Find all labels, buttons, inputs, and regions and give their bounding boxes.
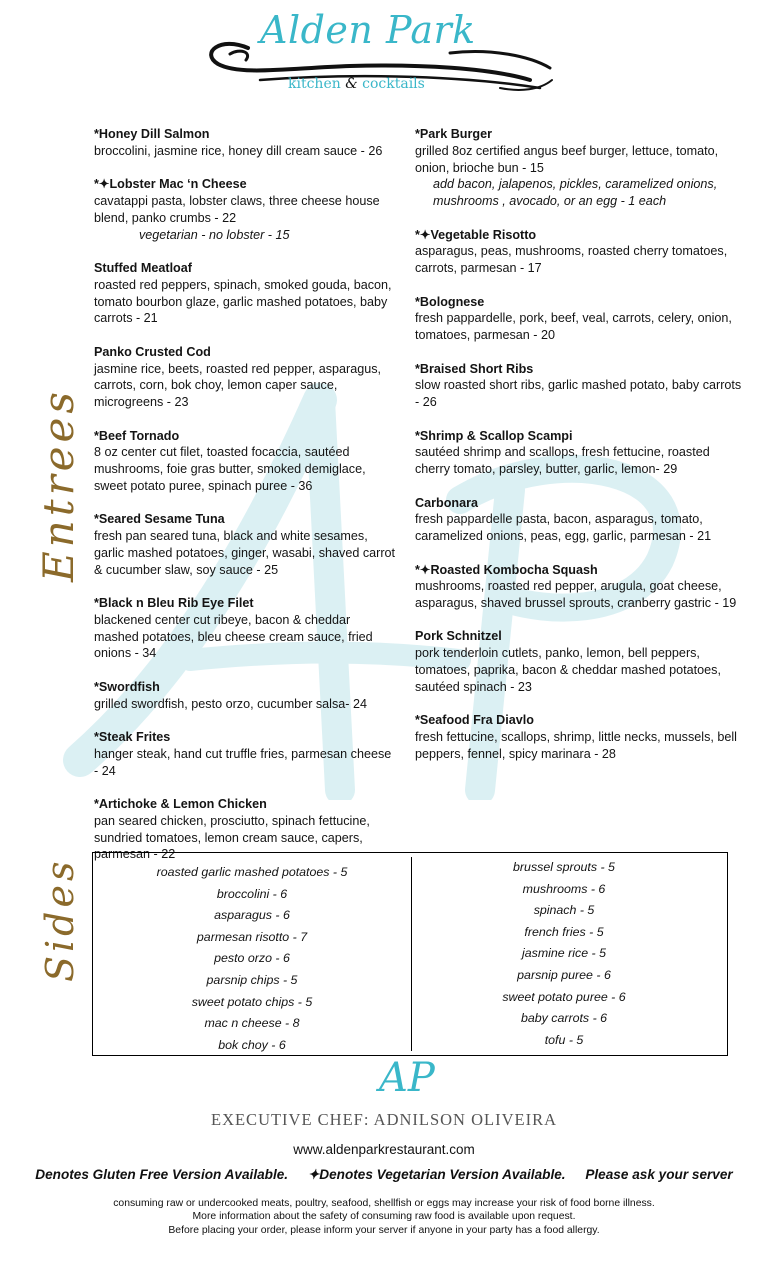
menu-item: [94, 511, 396, 578]
menu-item: [94, 595, 396, 662]
sides-right-column: [419, 857, 709, 1051]
menu-item-description: fresh pappardelle pasta, bacon, asparagus, tomato, caramelized onions, peas, egg, garlic, parmesan - 21: [415, 512, 712, 544]
menu-item-name: *Honey Dill Salmon: [94, 127, 210, 141]
sides-divider: [411, 857, 412, 1051]
menu-item: [415, 294, 745, 344]
side-item: parsnip chips - 5: [206, 972, 298, 987]
side-item: pesto orzo - 6: [214, 951, 290, 966]
menu-item-description: broccolini, jasmine rice, honey dill cream sauce - 26: [94, 143, 383, 158]
menu-item: [94, 679, 396, 713]
menu-item-name: *✦Vegetable Risotto: [415, 227, 537, 242]
menu-item-description: roasted red peppers, spinach, smoked gouda, bacon, tomato bourbon glaze, garlic mashed potatoes, baby carrots - 21: [94, 277, 392, 326]
menu-item-name: *Bolognese: [415, 294, 485, 309]
menu-item-description: fresh fettucine, scallops, shrimp, little necks, mussels, bell peppers, fennel, spicy marinara - 28: [415, 730, 737, 761]
menu-item-description: fresh pan seared tuna, black and white sesames, garlic mashed potatoes, ginger, wasabi, shaved carrot & cucumber slaw, soy sauce - 25: [94, 529, 396, 577]
menu-item: [415, 712, 745, 762]
side-item: spinach - 5: [533, 903, 595, 918]
legend-ask-server: Please ask your server: [585, 1167, 733, 1182]
logo-subtitle-cocktails: cocktails: [362, 76, 425, 92]
alden-park-logo: [200, 8, 560, 103]
menu-item: [415, 628, 745, 695]
menu-item-name: Stuffed Meatloaf: [94, 260, 192, 275]
side-item: baby carrots - 6: [520, 1011, 608, 1026]
sides-box: [92, 852, 728, 1056]
side-item: parsnip puree - 6: [517, 967, 611, 982]
menu-item-name: *Swordfish: [94, 679, 160, 694]
menu-item-description: slow roasted short ribs, garlic mashed potato, baby carrots - 26: [415, 378, 742, 410]
menu-item: [415, 361, 745, 411]
menu-item-description: pan seared chicken, prosciutto, spinach fettucine, sundried tomatoes, lemon cream sauce, capers, parmesan - 22: [94, 813, 370, 862]
menu-item-description: blackened center cut ribeye, bacon & cheddar mashed potatoes, bleu cheese cream sauce, fried onions - 34: [94, 612, 373, 661]
legend: [0, 1167, 768, 1183]
menu-item: [94, 729, 396, 779]
menu-item-description: pork tenderloin cutlets, panko, lemon, bell peppers, tomatoes, paprika, bacon & cheddar mashed potatoes, sautéed spinach - 23: [415, 646, 721, 694]
menu-item: [415, 428, 745, 478]
entrees-right-column: [415, 126, 745, 779]
entrees-section-label: Entrees: [34, 388, 83, 582]
sides-left-column: [107, 862, 397, 1056]
menu-item-note: add bacon, jalapenos, pickles, caramelized onions, mushrooms , avocado, or an egg - 1 each: [433, 177, 718, 209]
menu-item-description: grilled 8oz certified angus beef burger, lettuce, tomato, onion, brioche bun - 15: [415, 143, 719, 175]
menu-item-name: *Shrimp & Scallop Scampi: [415, 428, 573, 443]
menu-item-description: grilled swordfish, pesto orzo, cucumber salsa- 24: [94, 696, 367, 711]
menu-item-name: *Beef Tornado: [94, 428, 180, 443]
menu-item-description: hanger steak, hand cut truffle fries, parmesan cheese - 24: [94, 746, 392, 778]
menu-item: [415, 495, 745, 545]
side-item: sweet potato chips - 5: [191, 994, 313, 1009]
side-item: asparagus - 6: [214, 908, 290, 923]
disclaimer: [0, 1197, 768, 1237]
side-item: jasmine rice - 5: [521, 946, 606, 961]
disclaimer-line: consuming raw or undercooked meats, poultry, seafood, shellfish or eggs may increase your risk of food borne illness.: [113, 1198, 655, 1209]
menu-item-name: *Seared Sesame Tuna: [94, 512, 225, 527]
menu-item-name: Pork Schnitzel: [415, 629, 502, 644]
side-item: roasted garlic mashed potatoes - 5: [156, 865, 348, 879]
menu-item-note: vegetarian - no lobster - 15: [139, 227, 290, 242]
menu-item-name: Carbonara: [415, 495, 478, 510]
menu-item-description: jasmine rice, beets, roasted red pepper, asparagus, carrots, corn, bok choy, lemon caper sauce, microgreens - 23: [94, 361, 382, 410]
logo-subtitle-amp: &: [345, 76, 358, 92]
entrees-left-column: [94, 126, 396, 880]
menu-item: [415, 126, 745, 210]
side-item: french fries - 5: [524, 924, 604, 939]
menu-item-description: 8 oz center cut filet, toasted focaccia, sautéed mushrooms, foie gras butter, smoked demiglace, sweet potato puree, spinach puree - 36: [94, 445, 366, 493]
menu-item: [415, 562, 745, 612]
side-item: mushrooms - 6: [522, 881, 606, 896]
logo-subtitle-kitchen: kitchen: [288, 76, 341, 92]
menu-item-name: *Braised Short Ribs: [415, 361, 534, 376]
disclaimer-line: More information about the safety of consuming raw food is available upon request.: [192, 1211, 576, 1223]
website-link[interactable]: www.aldenparkrestaurant.com: [293, 1142, 475, 1157]
menu-item-name: *Steak Frites: [94, 730, 171, 745]
side-item: parmesan risotto - 7: [196, 929, 308, 944]
menu-item: [94, 126, 396, 160]
menu-item-name: *Black n Bleu Rib Eye Filet: [94, 596, 254, 611]
menu-item: [94, 428, 396, 495]
menu-item: [415, 227, 745, 277]
menu-item: [94, 176, 396, 243]
ap-monogram-logo: AP: [379, 1055, 435, 1101]
side-item: mac n cheese - 8: [204, 1016, 300, 1031]
menu-item-name: *Seafood Fra Diavlo: [415, 713, 534, 728]
menu-item-description: asparagus, peas, mushrooms, roasted cherry tomatoes, carrots, parmesan - 17: [415, 244, 728, 276]
sides-section-label: Sides: [38, 857, 82, 982]
legend-vegetarian: ✦Denotes Vegetarian Version Available.: [307, 1167, 566, 1182]
executive-chef: EXECUTIVE CHEF: ADNILSON OLIVEIRA: [210, 1110, 558, 1129]
side-item: sweet potato puree - 6: [502, 989, 626, 1004]
menu-item-name: *Park Burger: [415, 127, 492, 141]
menu-item-name: *✦Lobster Mac ‘n Cheese: [94, 177, 247, 192]
menu-item: [94, 344, 396, 411]
menu-item-description: fresh pappardelle, pork, beef, veal, carrots, celery, onion, tomatoes, parmesan - 20: [415, 311, 732, 343]
menu-item-name: *Artichoke & Lemon Chicken: [94, 797, 267, 812]
logo-title: Alden Park: [260, 8, 476, 52]
side-item: broccolini - 6: [216, 886, 288, 901]
logo-subtitle: [288, 76, 425, 92]
menu-item-description: cavatappi pasta, lobster claws, three cheese house blend, panko crumbs - 22: [94, 193, 380, 225]
legend-gluten-free: Denotes Gluten Free Version Available.: [35, 1167, 289, 1182]
menu-item: [94, 260, 396, 327]
menu-item-description: mushrooms, roasted red pepper, arugula, goat cheese, asparagus, shaved brussel sprouts, cranberry gastric - 19: [415, 579, 737, 611]
menu-item-name: Panko Crusted Cod: [94, 344, 211, 359]
menu-item-description: sautéed shrimp and scallops, fresh fettucine, roasted cherry tomato, parsley, butter, garlic, lemon- 29: [415, 445, 710, 477]
side-item: brussel sprouts - 5: [513, 860, 615, 874]
disclaimer-line: Before placing your order, please inform your server if anyone in your party has a food allergy.: [168, 1224, 600, 1236]
side-item: tofu - 5: [544, 1032, 584, 1047]
side-item: bok choy - 6: [218, 1037, 286, 1052]
menu-item-name: *✦Roasted Kombocha Squash: [415, 562, 598, 577]
